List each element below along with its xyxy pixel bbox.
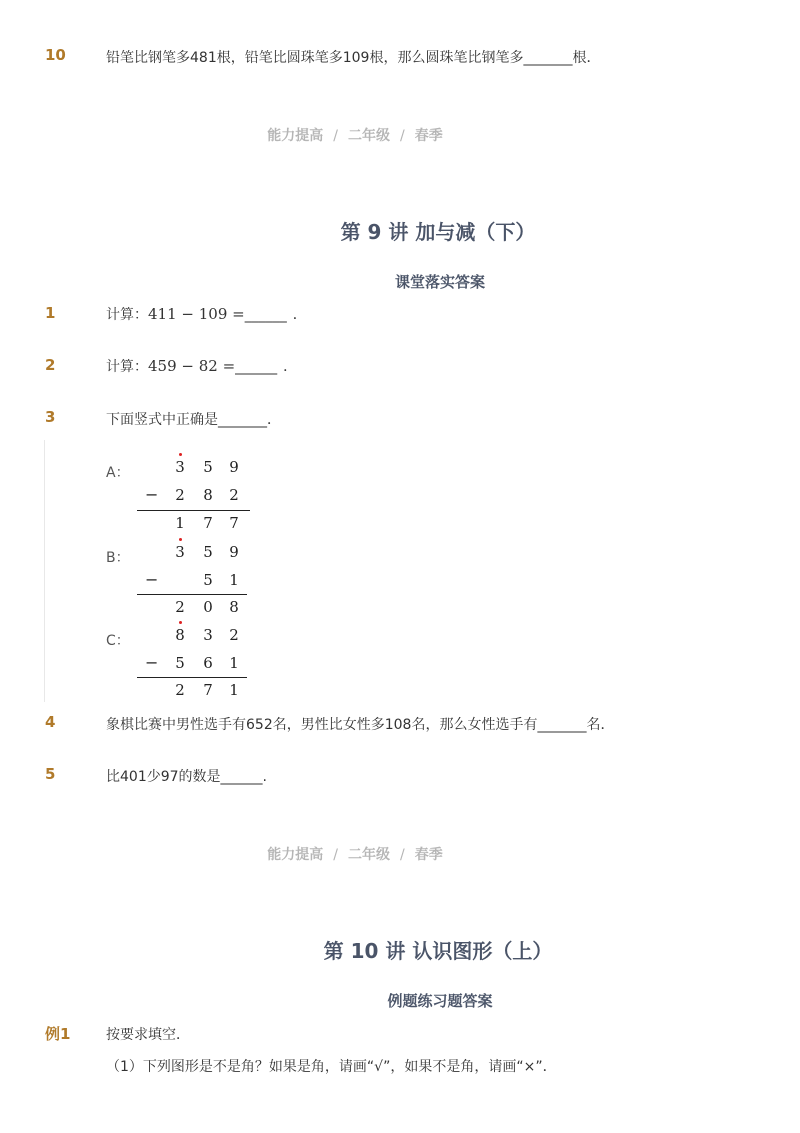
minus-sign: − (145, 570, 159, 589)
example-number: 例1 (45, 1025, 71, 1043)
question-number: 2 (45, 356, 56, 374)
minus-sign: − (145, 485, 159, 504)
vertical-digit: 3 (175, 458, 185, 476)
question-text: 下面竖式中正确是_______． (106, 412, 281, 428)
borrow-dot (179, 621, 182, 624)
minus-sign: − (145, 653, 159, 672)
example-text: 按要求填空． (106, 1027, 190, 1043)
math-expression: 411 − 109 = (148, 305, 245, 323)
vertical-digit: 5 (203, 543, 213, 561)
question-prefix: 计算： (106, 307, 148, 323)
vertical-digit: 2 (175, 681, 185, 699)
section-subtitle: 课堂落实答案 (394, 273, 485, 291)
page-footer (0, 844, 710, 864)
vertical-digit: 9 (229, 458, 239, 476)
borrow-dot (179, 538, 182, 541)
sum-line (137, 594, 247, 595)
vertical-digit: 3 (203, 626, 213, 644)
question-prefix: 计算： (106, 359, 148, 375)
question-number: 5 (45, 765, 56, 783)
answer-blank: ______ (244, 307, 287, 323)
footer-grade: 二年级 (348, 128, 390, 144)
question-text: 象棋比赛中男性选手有652名，男性比女性多108名，那么女性选手有_______名． (106, 717, 615, 733)
section-subtitle: 例题练习题答案 (387, 992, 493, 1010)
sum-line (137, 510, 250, 511)
vertical-digit: 8 (203, 486, 213, 504)
vertical-digit: 1 (229, 654, 239, 672)
vertical-digit: 7 (229, 514, 239, 532)
vertical-digit: 8 (229, 598, 239, 616)
vertical-digit: 2 (229, 486, 239, 504)
page-footer (0, 125, 710, 145)
sum-line (137, 677, 247, 678)
option-label-c: C： (106, 633, 130, 649)
vertical-digit: 2 (175, 486, 185, 504)
vertical-digit: 5 (203, 571, 213, 589)
question-text: 比401少97的数是______. (106, 769, 267, 785)
vertical-digit: 5 (175, 654, 185, 672)
question-text (106, 356, 297, 376)
footer-separator: / (333, 128, 338, 144)
vertical-digit: 2 (175, 598, 185, 616)
answer-blank: ______ (235, 359, 278, 375)
question-end: ． (292, 307, 307, 323)
lesson-title: 第 9 讲 加与减（下） (340, 220, 536, 244)
question-number: 10 (45, 46, 66, 64)
footer-separator: / (333, 847, 338, 863)
vertical-digit: 3 (175, 543, 185, 561)
footer-course: 能力提高 (267, 128, 324, 144)
lesson-title: 第 10 讲 认识图形（上） (323, 939, 553, 963)
vertical-digit: 8 (175, 626, 185, 644)
footer-term: 春季 (414, 128, 443, 144)
footer-separator: / (400, 128, 405, 144)
vertical-digit: 0 (203, 598, 213, 616)
vertical-digit: 5 (203, 458, 213, 476)
vertical-digit: 7 (203, 514, 213, 532)
example-part-text: （1）下列图形是不是角？如果是角，请画“√”，如果不是角，请画“×”． (106, 1059, 557, 1075)
footer-separator: / (400, 847, 405, 863)
question-number: 4 (45, 713, 56, 731)
vertical-digit: 1 (175, 514, 185, 532)
question-end: ． (283, 359, 298, 375)
vertical-digit: 7 (203, 681, 213, 699)
vertical-digit: 1 (229, 571, 239, 589)
footer-grade: 二年级 (348, 847, 390, 863)
vertical-digit: 2 (229, 626, 239, 644)
question-text: 铅笔比钢笔多481根，铅笔比圆珠笔多109根，那么圆珠笔比钢笔多_______根． (106, 50, 601, 66)
question-text (106, 304, 307, 324)
math-expression: 459 − 82 = (148, 357, 236, 375)
question-number: 3 (45, 408, 56, 426)
option-label-a: A： (106, 465, 130, 481)
vertical-digit: 1 (229, 681, 239, 699)
left-margin-rule (44, 440, 45, 702)
vertical-digit: 9 (229, 543, 239, 561)
footer-course: 能力提高 (267, 847, 324, 863)
option-label-b: B： (106, 550, 130, 566)
footer-term: 春季 (414, 847, 443, 863)
vertical-digit: 6 (203, 654, 213, 672)
question-number: 1 (45, 304, 56, 322)
borrow-dot (179, 453, 182, 456)
